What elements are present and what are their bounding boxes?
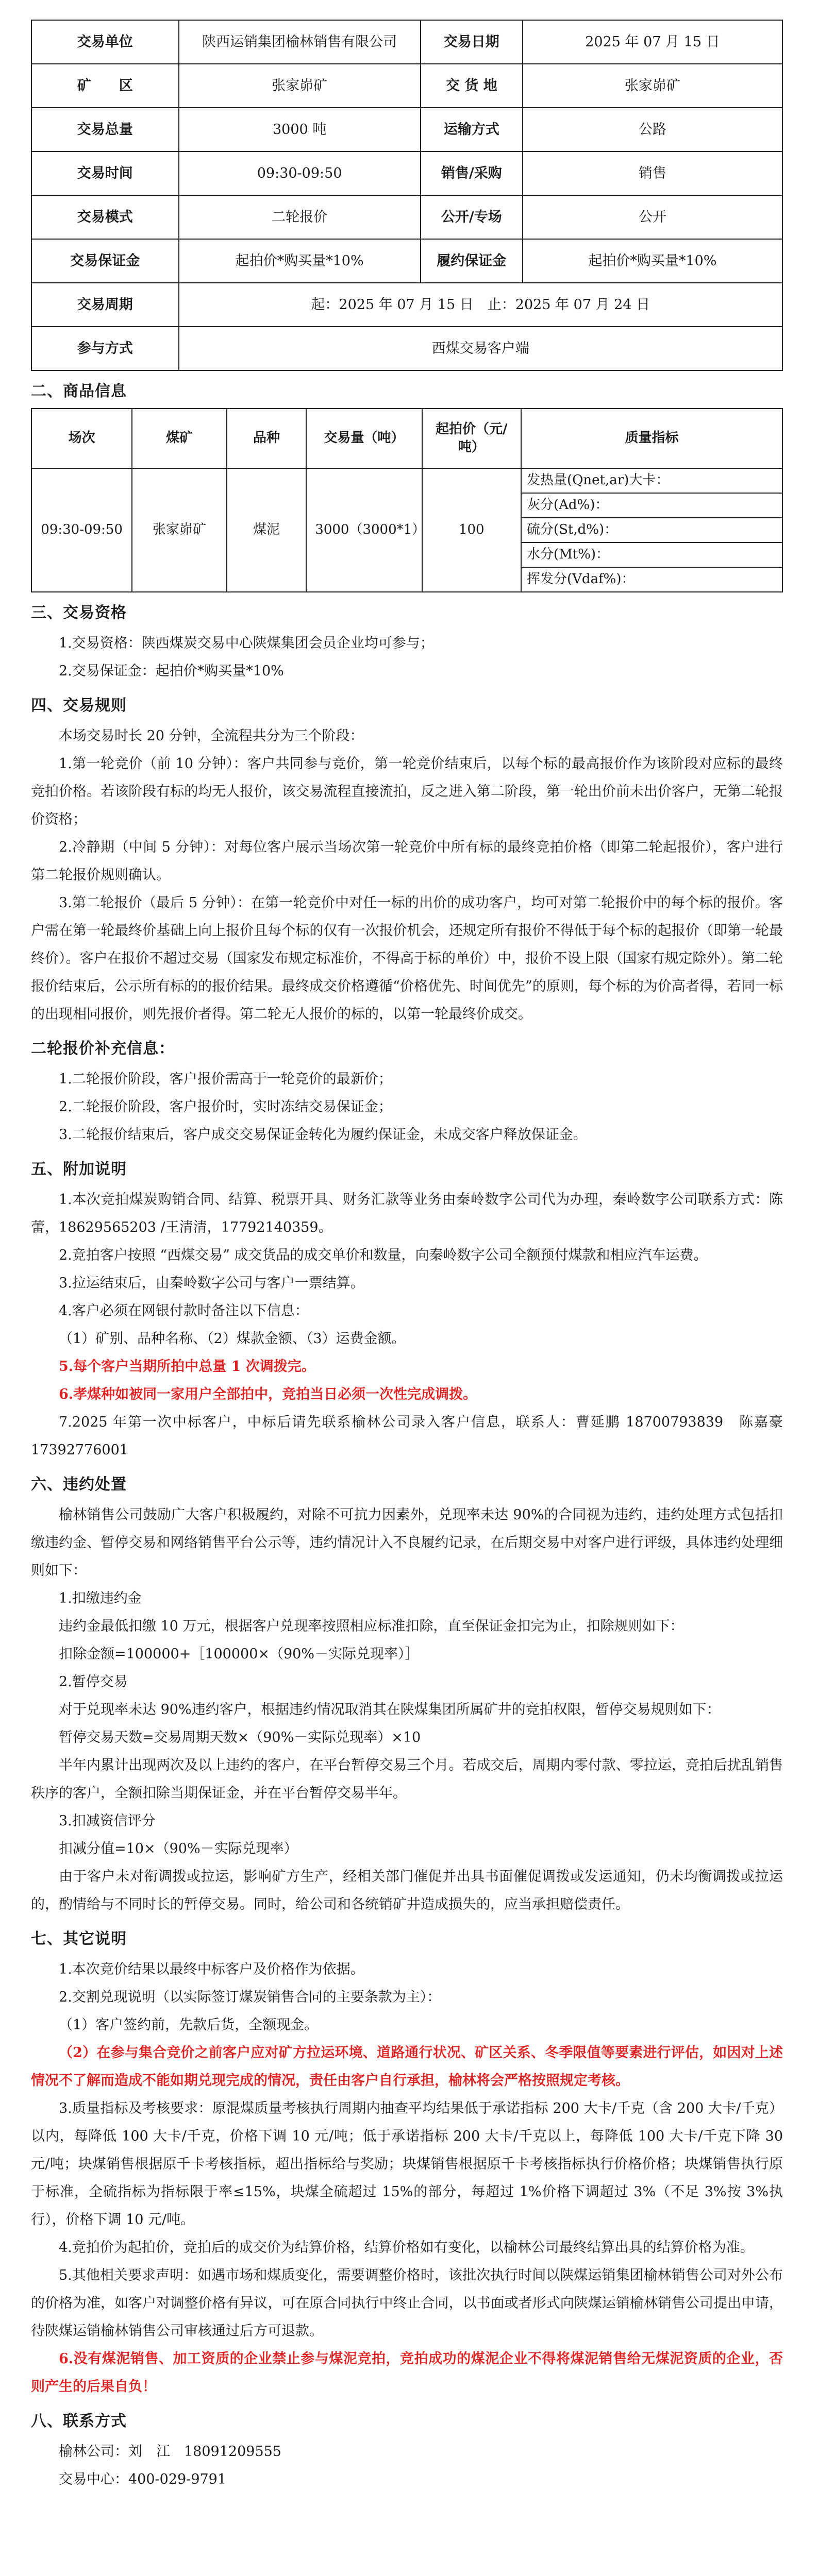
paragraph: 1.本次竞拍煤炭购销合同、结算、税票开具、财务汇款等业务由秦岭数字公司代为办理，秦岭数字公司联系方式：陈蕾，18629565203 /王清清，17792140359。 [31, 1192, 783, 1235]
cell-value: 起拍价*购买量*10% [179, 239, 421, 283]
column-header: 煤矿 [132, 409, 227, 468]
paragraph: 半年内累计出现两次及以上违约的客户，在平台暂停交易三个月。若成交后，周期内零付款、零拉运，竞拍后扰乱销售秩序的客户，全额扣除当期保证金，并在平台暂停交易半年。 [31, 1757, 783, 1801]
table-row [31, 20, 782, 64]
cell-value: 公路 [523, 108, 782, 151]
paragraph: 由于客户未对衔调拨或拉运，影响矿方生产，经相关部门催促并出具书面催促调拨或发运通知，仍未均衡调拨或拉运的，酌情给与不同时长的暂停交易。同时，给公司和各统销矿井造成损失的，应当承担赔偿责任。 [31, 1869, 783, 1912]
quality-index-cell: 挥发分(Vdaf%)： [521, 567, 782, 592]
cell-label: 交易模式 [31, 195, 179, 239]
cell-value: 西煤交易客户端 [179, 327, 782, 370]
highlight-paragraph: 5.每个客户当期所拍中总量 1 次调拨完。 [59, 1359, 315, 1375]
contact-line: 榆林公司：刘 江 18091209555 [59, 2444, 281, 2460]
paragraph: 1.本次竞价结果以最终中标客户及价格作为依据。 [59, 1961, 364, 1977]
cell-label: 交易日期 [421, 20, 523, 64]
column-header: 交易量（吨） [306, 409, 422, 468]
table-row [31, 195, 782, 239]
paragraph: 1.第一轮竞价（前 10 分钟）：客户共同参与竞价，第一轮竞价结束后，以每个标的最高报价作为该阶段对应标的最终竞拍价格。若该阶段有标的均无人报价，该交易流程直接流拍，反之进入第二阶段，第一轮出价前未出价客户，无第二轮报价资格； [31, 756, 783, 827]
contact-line: 交易中心：400-029-9791 [59, 2471, 227, 2487]
cell-value: 09:30-09:50 [179, 151, 421, 195]
table-row [31, 283, 782, 327]
formula-text: 扣除金额=100000+［100000×（90%－实际兑现率）］ [59, 1646, 419, 1662]
cell-label: 履约保证金 [421, 239, 523, 283]
transaction-info-table [31, 20, 783, 371]
paragraph: 3.拉运结束后，由秦岭数字公司与客户一票结算。 [59, 1275, 364, 1291]
section-heading: 三、交易资格 [31, 604, 127, 622]
paragraph: 违约金最低扣缴 10 万元，根据客户兑现率按照相应标准扣除，直至保证金扣完为止，扣除规则如下： [59, 1618, 684, 1634]
cell-value: 公开 [523, 195, 782, 239]
column-header: 品种 [227, 409, 306, 468]
section-heading: 四、交易规则 [31, 697, 127, 715]
cell-value: 陕西运销集团榆林销售有限公司 [179, 20, 421, 64]
section-heading: 六、违约处置 [31, 1476, 127, 1494]
paragraph: 2.冷静期（中间 5 分钟）：对每位客户展示当场次第一轮竞价中所有标的最终竞拍价格（即第二轮起报价），客户进行第二轮报价规则确认。 [31, 839, 783, 883]
highlight-paragraph: 6.孝煤种如被同一家用户全部拍中，竞拍当日必须一次性完成调拨。 [59, 1386, 477, 1402]
cell-label: 参与方式 [31, 327, 179, 370]
session-cell: 09:30-09:50 [31, 468, 132, 592]
quantity-cell [306, 468, 426, 592]
mine-cell: 张家峁矿 [132, 468, 227, 592]
cell-label: 交易保证金 [31, 239, 179, 283]
cell-value: 2025 年 07 月 15 日 [523, 20, 782, 64]
cell-value: 起拍价*购买量*10% [523, 239, 782, 283]
quality-index-cell: 发热量(Qnet,ar)大卡： [521, 468, 782, 493]
cell-value: 二轮报价 [179, 195, 421, 239]
table-row [31, 151, 782, 195]
section-heading: 二轮报价补充信息： [31, 1040, 175, 1058]
type-cell: 煤泥 [227, 468, 306, 592]
cell-value: 张家峁矿 [523, 64, 782, 108]
paragraph: 4.竞拍价为起拍价，竞拍后的成交价为结算价格，结算价格如有变化，以榆林公司最终结算出具的结算价格为准。 [59, 2240, 754, 2256]
paragraph: 1.扣缴违约金 [59, 1590, 142, 1606]
paragraph: 3.第二轮报价（最后 5 分钟）：在第一轮竞价中对任一标的出价的成功客户，均可对第二轮报价中的每个标的报价。客户需在第一轮最终价基础上向上报价且每个标的仅有一次报价机会，还规定所有报价不得低于每个标的起报价（即第一轮最终价）。客户在报价不超过交易（国家发布规定标准价，不得高于标的单价）中，报价不设上限（国家有规定除外）。第二轮报价结束后，公示所有标的的报价结果。最终成交价格遵循“价格优先、时间优先”的原则，每个标的为价高者得，若同一标的出现相同报价，则先报价者得。第二轮无人报价的标的，以第一轮最终价成交。 [31, 895, 783, 1022]
quantity-text: 3000（3000*1） [315, 522, 426, 538]
paragraph: 2.交易保证金：起拍价*购买量*10% [59, 663, 284, 679]
cell-label: 销售/采购 [421, 151, 523, 195]
cell-label: 交 货 地 [421, 64, 523, 108]
paragraph: 2.交割兑现说明（以实际签订煤炭销售合同的主要条款为主）： [59, 1989, 441, 2005]
cell-label: 运输方式 [421, 108, 523, 151]
section-heading: 七、其它说明 [31, 1930, 127, 1948]
cell-label: 矿 区 [31, 64, 179, 108]
highlight-paragraph: 6.没有煤泥销售、加工资质的企业禁止参与煤泥竞拍，竞拍成功的煤泥企业不得将煤泥销售给无煤泥资质的企业，否则产生的后果自负！ [31, 2351, 783, 2395]
column-header: 起拍价（元/吨） [422, 409, 521, 468]
formula-text: 扣减分值=10×（90%－实际兑现率） [59, 1841, 298, 1857]
section-heading: 五、附加说明 [31, 1160, 127, 1178]
paragraph: 1.交易资格：陕西煤炭交易中心陕煤集团会员企业均可参与； [59, 635, 434, 651]
paragraph: （1）客户签约前，先款后货，全额现金。 [59, 2017, 319, 2033]
paragraph: （1）矿别、品种名称、（2）煤款金额、（3）运费金额。 [59, 1331, 406, 1347]
column-header: 场次 [31, 409, 132, 468]
cell-value: 3000 吨 [179, 108, 421, 151]
cell-label: 交易周期 [31, 283, 179, 327]
quality-index-cell: 灰分(Ad%)： [521, 493, 782, 518]
table-row [31, 239, 782, 283]
paragraph: 对于兑现率未达 90%违约客户，根据违约情况取消其在陕煤集团所属矿井的竞拍权限，暂停交易规则如下： [59, 1702, 721, 1718]
paragraph: 1.二轮报价阶段，客户报价需高于一轮竞价的最新价； [59, 1071, 392, 1087]
paragraph: 3.扣减资信评分 [59, 1813, 156, 1829]
cell-label: 交易总量 [31, 108, 179, 151]
cell-value: 起：2025 年 07 月 15 日 止：2025 年 07 月 24 日 [179, 283, 782, 327]
cell-label: 交易时间 [31, 151, 179, 195]
section-heading: 八、联系方式 [31, 2412, 127, 2430]
column-header: 质量指标 [521, 409, 782, 468]
paragraph: 本场交易时长 20 分钟，全流程共分为三个阶段： [59, 728, 364, 744]
quality-index-cell: 硫分(St,d%)： [521, 518, 782, 543]
section-heading: 二、商品信息 [31, 382, 127, 400]
cell-value: 张家峁矿 [179, 64, 421, 108]
cell-label: 交易单位 [31, 20, 179, 64]
paragraph: 2.竞拍客户按照 “西煤交易” 成交货品的成交单价和数量，向秦岭数字公司全额预付煤款和相应汽车运费。 [59, 1247, 708, 1263]
table-row [31, 64, 782, 108]
paragraph: 榆林销售公司鼓励广大客户积极履约，对除不可抗力因素外，兑现率未达 90%的合同视为违约，违约处理方式包括扣缴违约金、暂停交易和网络销售平台公示等，违约情况计入不良履约记录，在后期交易中对客户进行评级，具体违约处理细则如下： [31, 1507, 783, 1579]
paragraph: 2.二轮报价阶段，客户报价时，实时冻结交易保证金； [59, 1099, 392, 1115]
paragraph: 4.客户必须在网银付款时备注以下信息： [59, 1303, 309, 1319]
paragraph: 3.二轮报价结束后，客户成交交易保证金转化为履约保证金，未成交客户释放保证金。 [59, 1127, 587, 1143]
table-header-row [31, 409, 782, 468]
paragraph: 3.质量指标及考核要求：原混煤质量考核执行周期内抽查平均结果低于承诺指标 200 大卡/千克（含 200 大卡/千克）以内，每降低 100 大卡/千克，价格下调 10 元/吨；低于承诺指标 200 大卡/千克以上，每降低 100 大卡/千克下降 30 元/吨；块煤销售根据原千卡考核指标，超出指标给与奖励；块煤销售根据原千卡考核指标执行价格价格；块煤销售执行原于标准，全硫指标为指标限于率≤15%，块煤全硫超过 15%的部分，每超过 1%价格下调超过 3%（不足 3%按 3%执行），价格下调 10 元/吨。 [31, 2100, 783, 2228]
formula-text: 暂停交易天数=交易周期天数×（90%－实际兑现率）×10 [59, 1730, 421, 1745]
paragraph: 7.2025 年第一次中标客户，中标后请先联系榆林公司录入客户信息，联系人：曹延鹏 18700793839 陈嘉豪 17392776001 [31, 1414, 783, 1458]
cell-label: 公开/专场 [421, 195, 523, 239]
table-row [31, 327, 782, 370]
paragraph: 2.暂停交易 [59, 1674, 128, 1690]
price-cell: 100 [422, 468, 521, 592]
table-row [31, 108, 782, 151]
highlight-paragraph: （2）在参与集合竞价之前客户应对矿方拉运环境、道路通行状况、矿区关系、冬季限值等要素进行评估，如因对上述情况不了解而造成不能如期兑现完成的情况，责任由客户自行承担，榆林将会严格按照规定考核。 [31, 2045, 783, 2089]
table-row [31, 468, 782, 493]
paragraph: 5.其他相关要求声明：如遇市场和煤质变化，需要调整价格时，该批次执行时间以陕煤运销集团榆林销售公司对外公布的价格为准，如客户对调整价格有异议，可在原合同执行中终止合同，以书面或者形式向陕煤运销榆林销售公司提出申请，待陕煤运销榆林销售公司审核通过后方可退款。 [31, 2267, 783, 2339]
goods-info-table [31, 408, 783, 592]
cell-value: 销售 [523, 151, 782, 195]
quality-index-cell: 水分(Mt%)： [521, 543, 782, 567]
